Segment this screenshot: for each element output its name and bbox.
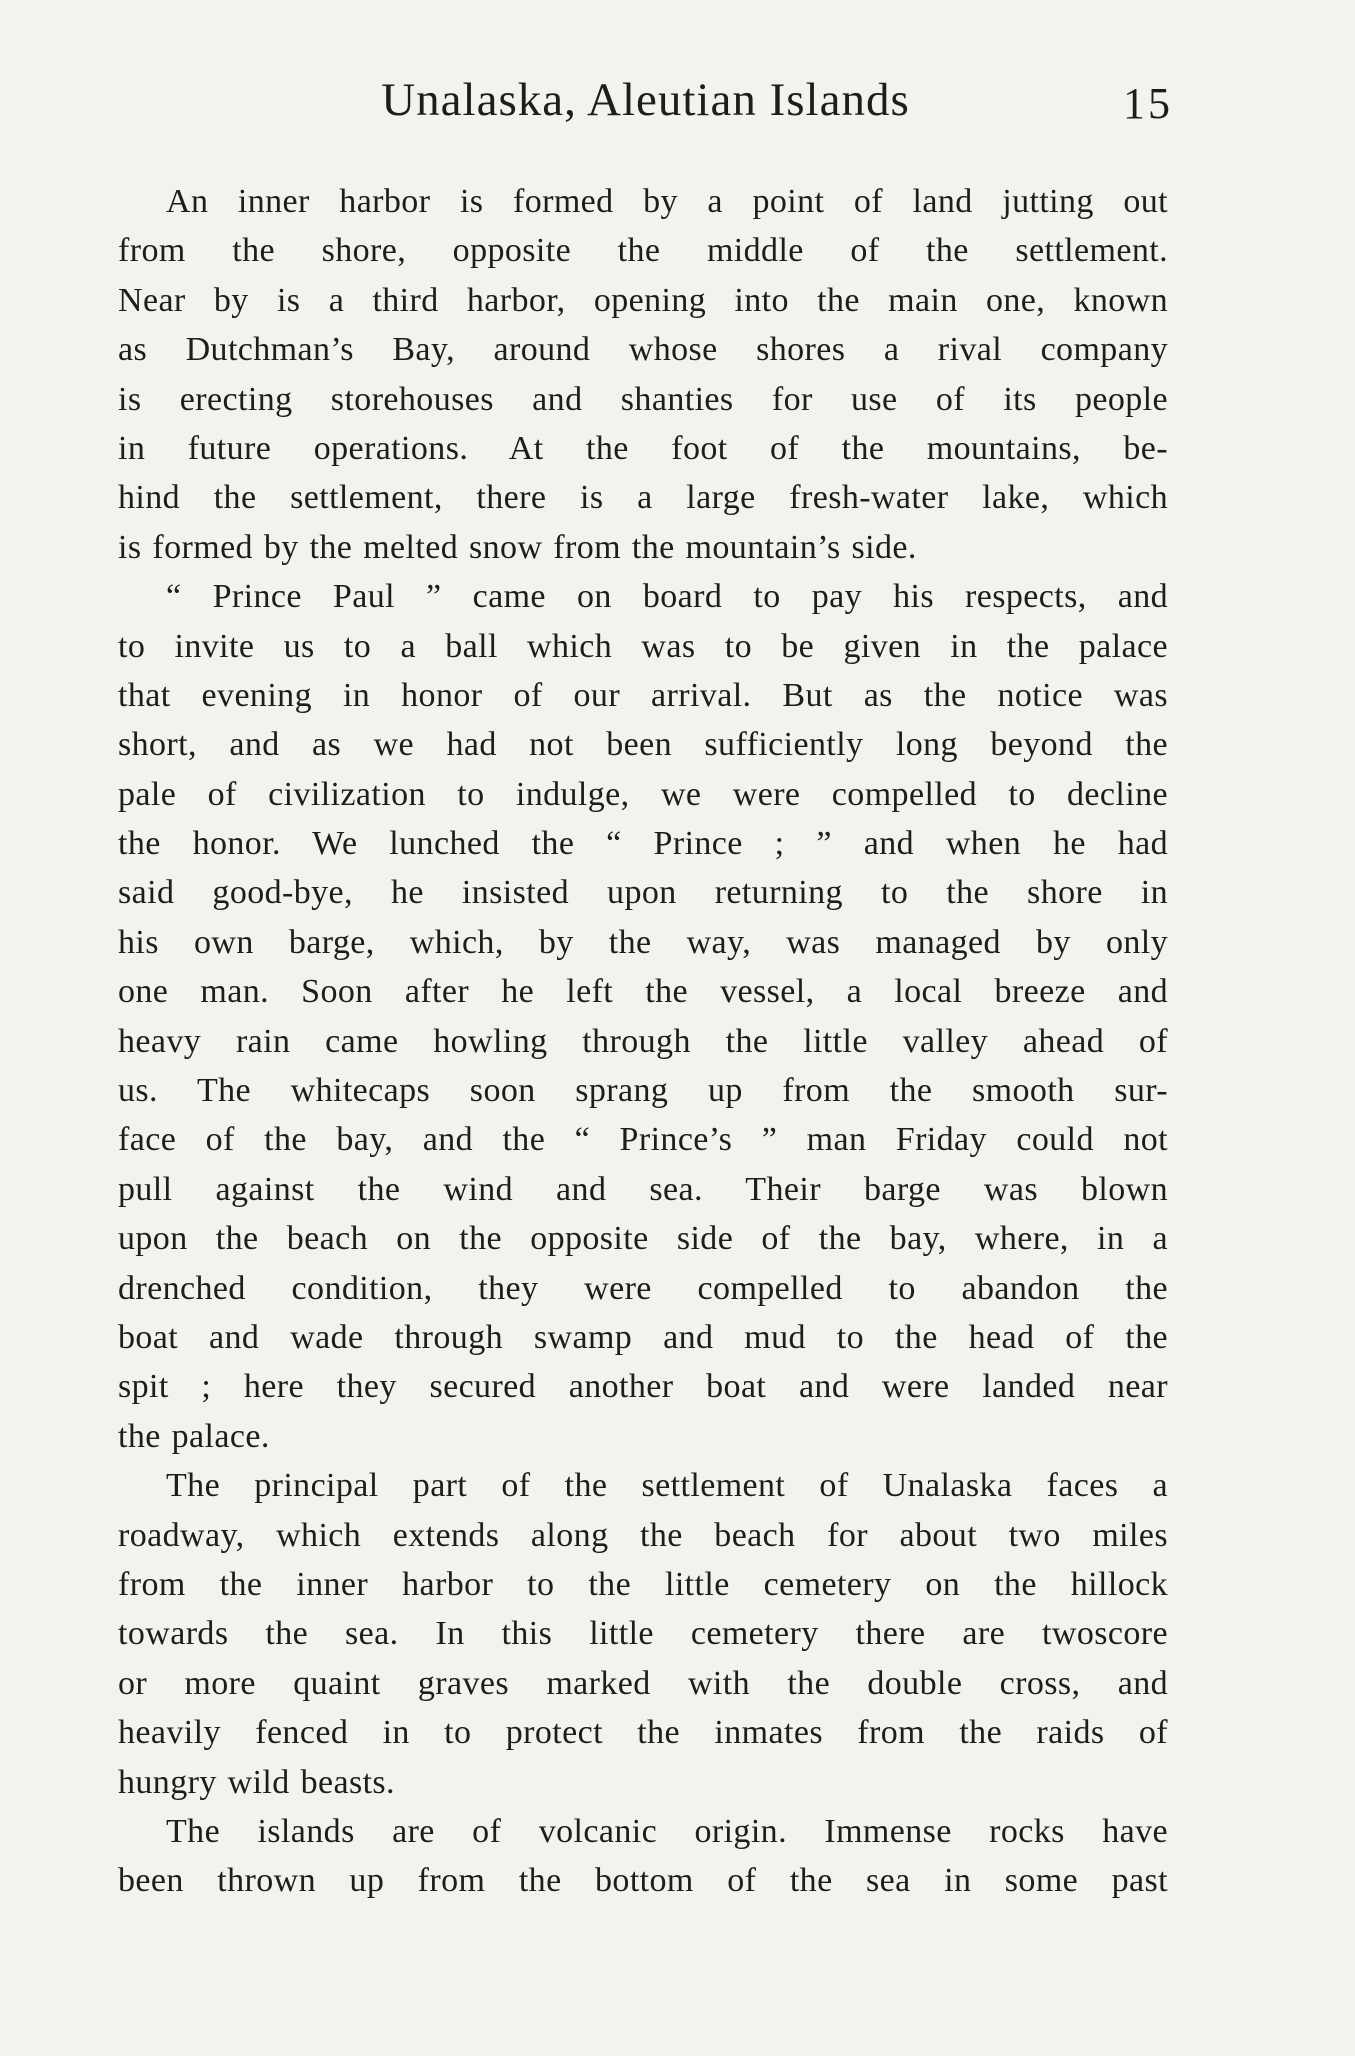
text-line: The principal part of the settlement of Unalaska faces a <box>166 1467 1168 1505</box>
text-line: the honor. We lunched the “ Prince ; ” and when he had <box>118 825 1168 863</box>
text-line: been thrown up from the bottom of the sea in some past <box>118 1862 1168 1900</box>
paragraph <box>118 177 1168 572</box>
page-number: 15 <box>1123 79 1173 128</box>
text-line: as Dutchman’s Bay, around whose shores a rival company <box>118 331 1168 369</box>
running-head <box>118 70 1173 130</box>
text-line: is formed by the melted snow from the mountain’s side. <box>118 528 917 566</box>
text-line: heavily fenced in to protect the inmates from the raids of <box>118 1714 1168 1752</box>
text-line: “ Prince Paul ” came on board to pay his respects, and <box>166 578 1168 616</box>
text-line: his own barge, which, by the way, was managed by only <box>118 923 1168 961</box>
text-line: hungry wild beasts. <box>118 1763 395 1801</box>
text-line: drenched condition, they were compelled to abandon the <box>118 1269 1168 1307</box>
text-line: An inner harbor is formed by a point of land jutting out <box>166 183 1168 220</box>
text-line: Near by is a third harbor, opening into the main one, known <box>118 281 1168 319</box>
paragraph <box>118 1461 1168 1807</box>
text-line: face of the bay, and the “ Prince’s ” man Friday could not <box>118 1121 1168 1159</box>
text-line: from the inner harbor to the little cemetery on the hillock <box>118 1565 1168 1603</box>
text-line: heavy rain came howling through the little valley ahead of <box>118 1022 1168 1060</box>
text-line: in future operations. At the foot of the mountains, be- <box>118 429 1168 467</box>
text-line: The islands are of volcanic origin. Immense rocks have <box>166 1812 1168 1850</box>
text-line: us. The whitecaps soon sprang up from the smooth sur- <box>118 1072 1168 1110</box>
text-line: that evening in honor of our arrival. But as the notice was <box>118 676 1168 714</box>
text-line: short, and as we had not been sufficiently long beyond the <box>118 726 1168 764</box>
text-line: pull against the wind and sea. Their barge was blown <box>118 1170 1168 1208</box>
text-line: one man. Soon after he left the vessel, a local breeze and <box>118 973 1168 1011</box>
text-line: the palace. <box>118 1417 270 1455</box>
text-line: said good-bye, he insisted upon returning to the shore in <box>118 874 1168 912</box>
running-title: Unalaska, Aleutian Islands <box>381 74 910 126</box>
text-line: hind the settlement, there is a large fresh-water lake, which <box>118 479 1168 517</box>
text-line: boat and wade through swamp and mud to the head of the <box>118 1318 1168 1356</box>
text-line: upon the beach on the opposite side of the bay, where, in a <box>118 1220 1168 1258</box>
text-line: to invite us to a ball which was to be given in the palace <box>118 627 1168 665</box>
paragraph <box>118 1807 1168 1906</box>
text-line: towards the sea. In this little cemetery there are twoscore <box>118 1615 1168 1653</box>
text-line: roadway, which extends along the beach for about two miles <box>118 1516 1168 1554</box>
text-line: is erecting storehouses and shanties for use of its people <box>118 380 1168 418</box>
paragraph <box>118 572 1168 1461</box>
text-line: spit ; here they secured another boat and were landed near <box>118 1368 1168 1406</box>
text-line: or more quaint graves marked with the double cross, and <box>118 1664 1168 1702</box>
text-line: from the shore, opposite the middle of the settlement. <box>118 232 1168 270</box>
body-text <box>118 177 1168 1906</box>
text-line: pale of civilization to indulge, we were compelled to decline <box>118 775 1168 813</box>
